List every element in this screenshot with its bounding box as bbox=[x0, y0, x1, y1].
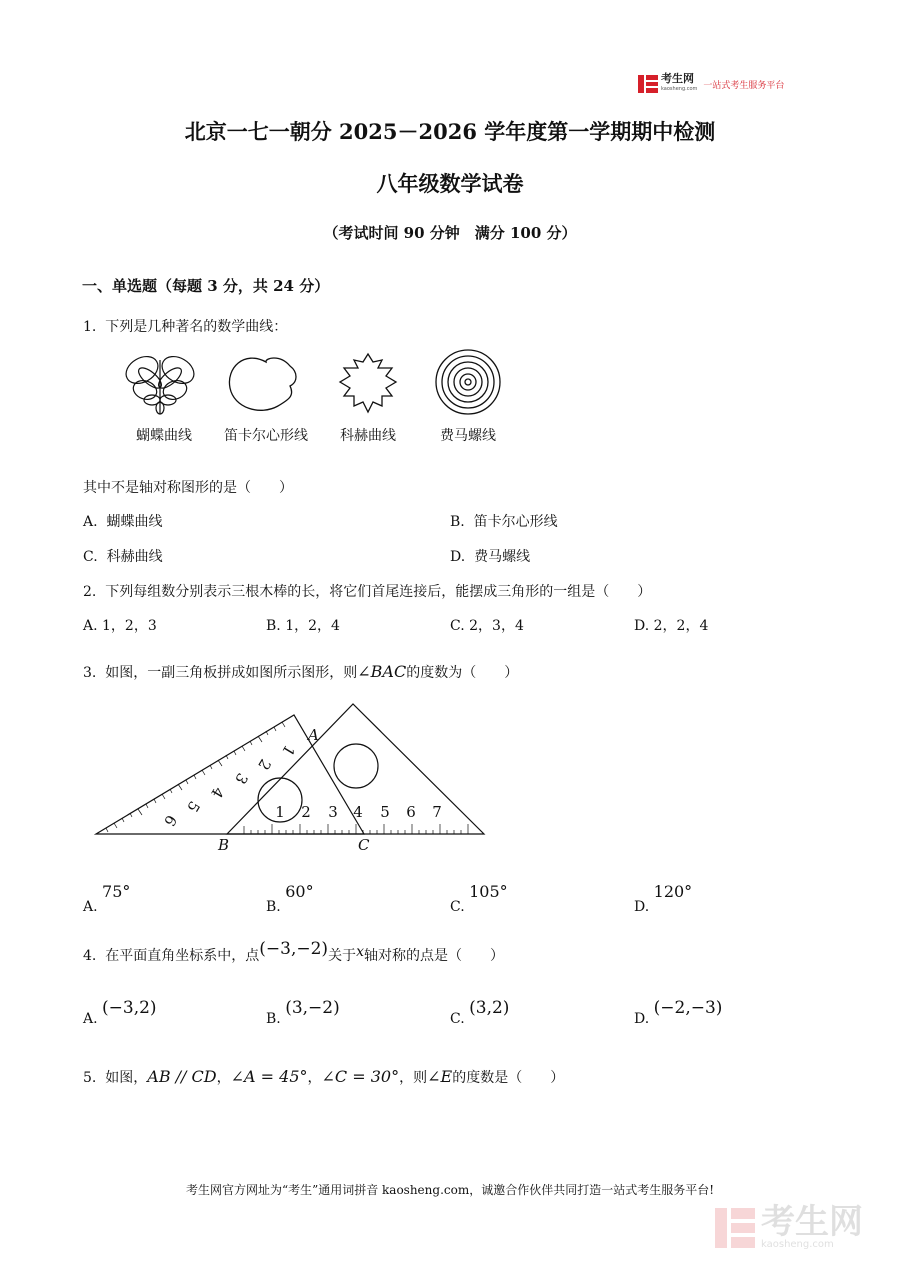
math-point: (−3,−2) bbox=[259, 939, 329, 959]
question-5-stem bbox=[83, 1067, 564, 1087]
question-number: 1. bbox=[83, 319, 97, 335]
question-text: ， bbox=[216, 1070, 231, 1086]
option-a[interactable] bbox=[83, 615, 157, 635]
option-letter: A. bbox=[83, 514, 98, 530]
ruler-ticks-left bbox=[106, 722, 285, 832]
question-2-stem bbox=[83, 581, 651, 601]
option-text: 120° bbox=[653, 882, 693, 901]
option-text: 1，2，3 bbox=[102, 618, 157, 634]
exam-title: 北京一七一朝分 2025－2026 学年度第一学期期中检测 bbox=[184, 119, 716, 144]
option-c[interactable] bbox=[450, 615, 524, 635]
option-b[interactable] bbox=[266, 882, 314, 915]
math-angle: ∠E bbox=[427, 1067, 453, 1086]
question-text: ， bbox=[307, 1070, 322, 1086]
ruler-label: 6 bbox=[160, 811, 181, 830]
section-heading: 一、单选题（每题 3 分，共 24 分） bbox=[82, 277, 330, 295]
option-letter: A. bbox=[83, 899, 98, 915]
option-a[interactable] bbox=[83, 511, 162, 531]
option-text: 科赫曲线 bbox=[106, 549, 163, 565]
option-letter: B. bbox=[266, 899, 281, 915]
option-text: 2，3，4 bbox=[469, 618, 524, 634]
set-square-hole bbox=[334, 744, 378, 788]
exam-subtitle: 八年级数学试卷 bbox=[376, 171, 524, 196]
curves-figure bbox=[120, 348, 520, 420]
ruler-label: 5 bbox=[183, 797, 204, 816]
option-letter: C. bbox=[83, 549, 98, 565]
option-text: 2，2，4 bbox=[653, 618, 709, 634]
math-condition: ∠C = 30° bbox=[321, 1067, 400, 1086]
ruler-label: 1 bbox=[278, 741, 299, 760]
brand-slogan: 一站式考生服务平台 bbox=[703, 80, 785, 91]
option-text: (−3,2) bbox=[102, 998, 157, 1018]
option-c[interactable] bbox=[450, 998, 510, 1027]
option-b[interactable] bbox=[266, 998, 340, 1027]
option-text: 105° bbox=[469, 882, 508, 901]
brand-logo bbox=[638, 74, 784, 94]
set-square-30-60 bbox=[96, 715, 364, 834]
option-text: (3,−2) bbox=[285, 998, 340, 1018]
question-text: 下列每组数分别表示三根木棒的长，将它们首尾连接后，能摆成三角形的一组是（ ） bbox=[105, 584, 652, 600]
question-number: 3. bbox=[83, 665, 97, 681]
option-c[interactable] bbox=[83, 546, 163, 566]
option-letter: D. bbox=[634, 1011, 650, 1027]
fermat-spiral-image bbox=[436, 350, 500, 414]
option-c[interactable] bbox=[450, 882, 508, 915]
option-letter: D. bbox=[634, 618, 650, 634]
question-text: 如图，一副三角板拼成如图所示图形，则 bbox=[105, 665, 358, 681]
option-text: (−2,−3) bbox=[653, 998, 723, 1018]
point-label-a: A bbox=[308, 726, 319, 744]
ruler-label: 6 bbox=[406, 803, 416, 821]
option-letter: B. bbox=[266, 618, 281, 634]
curve-label: 费马螺线 bbox=[440, 428, 496, 444]
ruler-label: 4 bbox=[207, 783, 228, 802]
option-a[interactable] bbox=[83, 882, 131, 915]
question-text: ，则 bbox=[399, 1070, 428, 1086]
question-text: 的度数为（ ） bbox=[406, 665, 519, 681]
question-number: 5. bbox=[83, 1070, 97, 1086]
option-letter: D. bbox=[634, 899, 650, 915]
watermark-domain: kaosheng.com bbox=[761, 1239, 834, 1250]
ruler-label: 7 bbox=[432, 803, 442, 821]
koch-curve-image bbox=[340, 354, 396, 412]
option-letter: D. bbox=[450, 549, 466, 565]
exam-duration: （考试时间 90 分钟 满分 100 分） bbox=[323, 224, 577, 242]
ruler-label: 4 bbox=[353, 803, 363, 821]
watermark-name: 考生网 bbox=[761, 1202, 863, 1242]
point-label-c: C bbox=[358, 836, 370, 854]
ruler-ticks-bottom bbox=[244, 824, 468, 834]
option-d[interactable] bbox=[634, 998, 723, 1027]
option-letter: A. bbox=[83, 1011, 98, 1027]
question-text: 在平面直角坐标系中，点 bbox=[105, 948, 260, 964]
ruler-label: 3 bbox=[231, 769, 252, 788]
question-number: 4. bbox=[83, 948, 97, 964]
option-text: (3,2) bbox=[469, 998, 510, 1018]
option-text: 75° bbox=[102, 882, 131, 901]
question-text: 如图， bbox=[105, 1070, 148, 1086]
butterfly-curve-image bbox=[121, 351, 198, 414]
question-1-stem bbox=[83, 316, 287, 336]
option-text: 费马螺线 bbox=[474, 549, 531, 565]
ruler-label: 3 bbox=[328, 803, 338, 821]
option-letter: C. bbox=[450, 618, 465, 634]
curve-label: 科赫曲线 bbox=[340, 428, 396, 444]
set-squares-figure bbox=[94, 700, 488, 858]
brand-logo-icon bbox=[638, 75, 658, 93]
option-text: 蝴蝶曲线 bbox=[106, 514, 163, 530]
option-letter: B. bbox=[266, 1011, 281, 1027]
option-letter: C. bbox=[450, 899, 465, 915]
point-label-b: B bbox=[218, 836, 230, 854]
brand-name: 考生网 bbox=[661, 72, 694, 85]
math-axis: x bbox=[356, 944, 364, 960]
brand-domain: kaosheng.com bbox=[661, 86, 698, 92]
ruler-label: 1 bbox=[275, 803, 285, 821]
ruler-label: 2 bbox=[301, 803, 311, 821]
option-letter: B. bbox=[450, 514, 465, 530]
question-number: 2. bbox=[83, 584, 97, 600]
page-footer: 考生网官方网址为“考生”通用词拼音 kaosheng.com，诚邀合作伙伴共同打造一站式考生服务平台! bbox=[185, 1183, 715, 1197]
option-text: 笛卡尔心形线 bbox=[473, 514, 558, 530]
question-4-stem bbox=[83, 939, 504, 965]
option-d[interactable] bbox=[634, 615, 708, 635]
option-d[interactable] bbox=[634, 882, 693, 915]
option-d[interactable] bbox=[450, 546, 530, 566]
question-3-stem bbox=[83, 662, 518, 682]
cardioid-image bbox=[229, 358, 296, 410]
option-b[interactable] bbox=[266, 615, 340, 635]
option-text: 1，2，4 bbox=[285, 618, 340, 634]
question-text: 关于 bbox=[328, 948, 357, 964]
option-letter: A. bbox=[83, 618, 98, 634]
math-condition: ∠A = 45° bbox=[230, 1067, 308, 1086]
question-1-prompt: 其中不是轴对称图形的是（ ） bbox=[83, 480, 293, 496]
curve-label: 笛卡尔心形线 bbox=[224, 428, 308, 444]
math-condition: AB // CD bbox=[147, 1067, 217, 1086]
ruler-label: 2 bbox=[254, 755, 275, 774]
ruler-label: 5 bbox=[380, 803, 390, 821]
math-angle: ∠BAC bbox=[357, 662, 407, 681]
question-text: 下列是几种著名的数学曲线： bbox=[105, 319, 288, 335]
question-text: 轴对称的点是（ ） bbox=[363, 948, 504, 964]
option-letter: C. bbox=[450, 1011, 465, 1027]
option-text: 60° bbox=[285, 882, 314, 901]
watermark-logo-icon bbox=[715, 1208, 755, 1248]
option-a[interactable] bbox=[83, 998, 157, 1027]
curve-label: 蝴蝶曲线 bbox=[136, 428, 192, 444]
watermark bbox=[715, 1202, 863, 1251]
question-text: 的度数是（ ） bbox=[452, 1070, 565, 1086]
option-b[interactable] bbox=[450, 511, 558, 531]
